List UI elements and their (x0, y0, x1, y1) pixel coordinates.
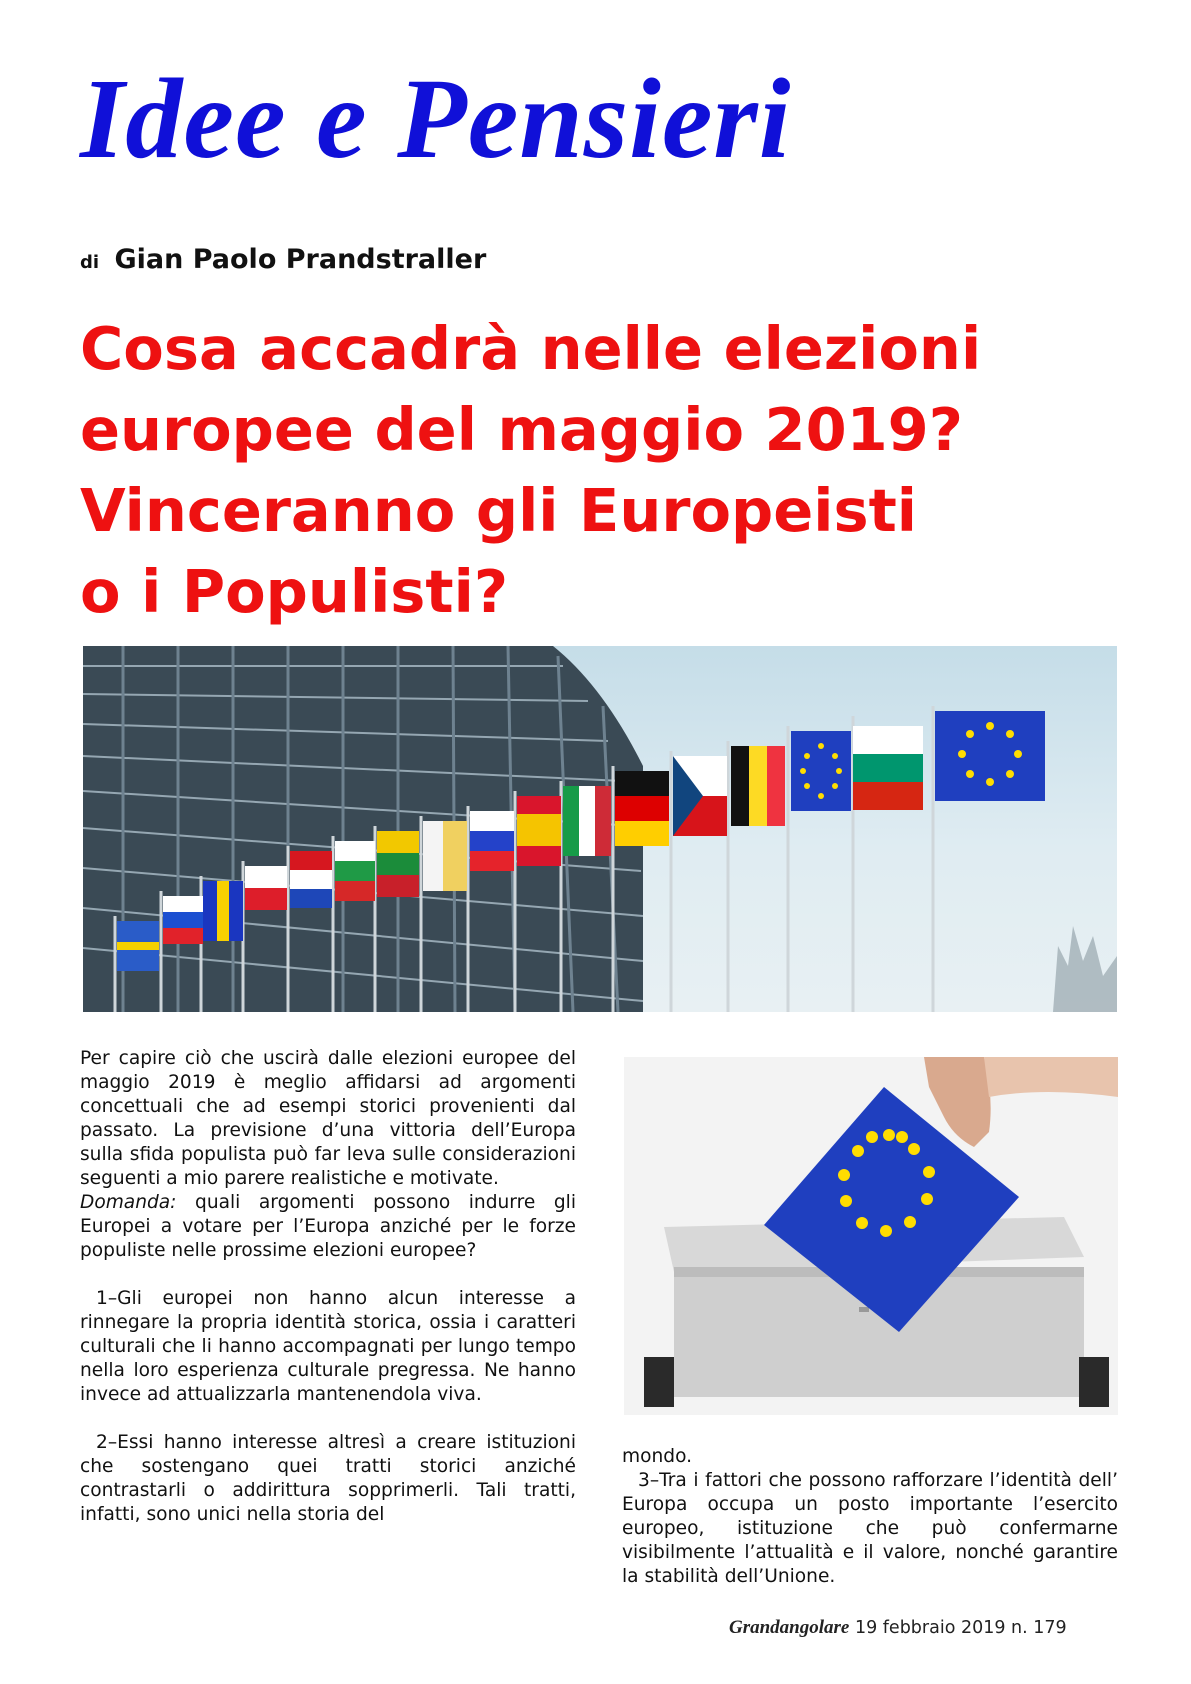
paragraph-domanda (80, 1191, 576, 1263)
masthead-title: Idee e Pensieri (80, 55, 792, 182)
paragraph-point-2: 2–Essi hanno interesse altresì a creare istituzioni che sostengano quei tratti storici anziché contrastarli o addirittura sopprimerli. Tali tratti, infatti, sono unici nella storia del (80, 1432, 576, 1525)
paragraph-point-1: 1–Gli europei non hanno alcun interesse a rinnegare la propria identità storica, ossia i caratteri culturali che li hanno accompagnati per lungo tempo nella loro esperienza culturale pregressa. Ne hanno invece ad attualizzarla mantenendola viva. (80, 1288, 576, 1405)
paragraph-point-3: 3–Tra i fattori che possono rafforzare l’identità dell’ Europa occupa un posto importante l’esercito europeo, istituzione che può confermarne visibilmente l’attualità e il valore, nonché garantire la stabilità dell’Unione. (622, 1470, 1118, 1587)
domanda-label: Domanda: (80, 1192, 177, 1213)
issue-info: 19 febbraio 2019 n. 179 (854, 1618, 1067, 1638)
paragraph-point-2-end: mondo. (622, 1446, 693, 1467)
european-parliament-flags-photo (83, 646, 1117, 1012)
byline (80, 244, 486, 275)
headline-line: Cosa accadrà nelle elezioni (80, 314, 982, 383)
byline-prefix: di (80, 252, 100, 273)
article-column-right (622, 1445, 1118, 1589)
eu-ballot-box-photo (624, 1057, 1118, 1415)
paragraph-intro: Per capire ciò che uscirà dalle elezioni europee del maggio 2019 è meglio affidarsi ad argomenti concettuali che ad esempi storici provenienti dal passato. La previsione d’una vittoria dell’Europa sulla sfida populista può far leva sulle considerazioni seguenti a mio parere realistiche e motivate. (80, 1048, 576, 1189)
publication-name: Grandangolare (729, 1617, 850, 1638)
article-headline (80, 308, 1120, 632)
headline-line: europee del maggio 2019? (80, 395, 963, 464)
page-footer (729, 1617, 1067, 1639)
headline-line: o i Populisti? (80, 557, 509, 626)
byline-author: Gian Paolo Prandstraller (114, 244, 487, 275)
domanda-text: quali argomenti possono indurre gli Europei a votare per l’Europa anziché per le forze populiste nelle prossime elezioni europee? (80, 1192, 576, 1261)
article-column-left (80, 1047, 576, 1527)
headline-line: Vinceranno gli Europeisti (80, 476, 918, 545)
